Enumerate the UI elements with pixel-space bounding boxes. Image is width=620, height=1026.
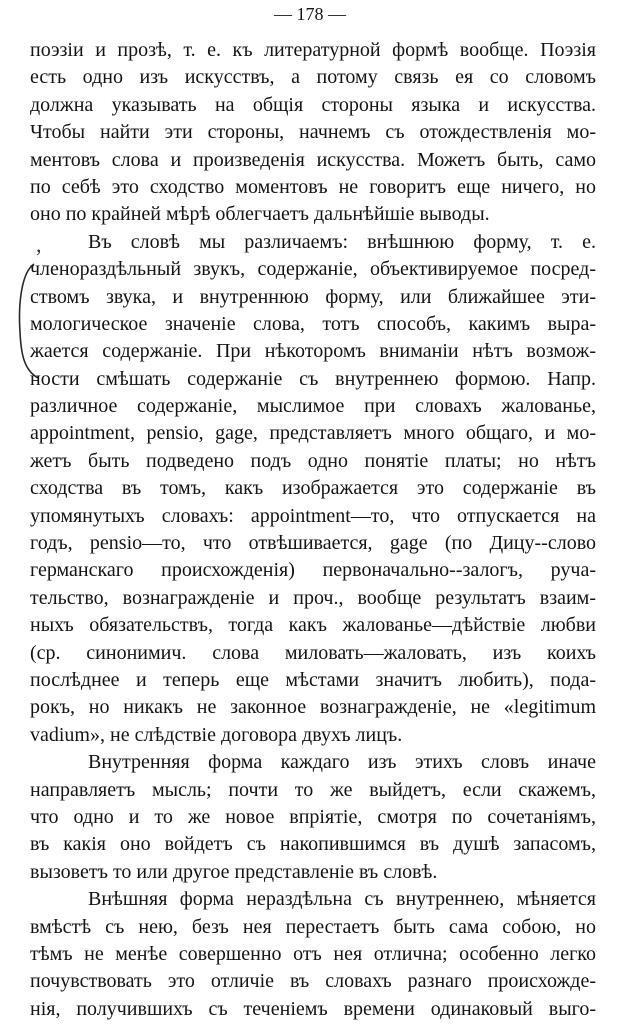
text-line: тельство, вознагражденіе и проч., вообще результатъ взаим- (30, 586, 596, 609)
text-line: оно по крайней мѣрѣ облегчаетъ дальнѣйшіе выводы. (30, 203, 490, 226)
text-line: годъ, pensio—то, что отвѣшивается, gage (по Дицу--слово (30, 532, 596, 555)
text-line: почувствовать это отличіе въ словахъ разнаго происхожде- (30, 970, 596, 993)
text-line: Внѣшняя форма нераздѣльна съ внутреннею, мѣняется (88, 888, 596, 911)
text-line: должна указывать на общія стороны языка и искусства. (30, 93, 596, 116)
text-line: vadium», не слѣдствіе договора двухъ лицъ. (30, 723, 403, 746)
text-line: (ср. синонимич. слова миловать—жаловать, изъ коихъ (30, 641, 596, 664)
text-line: жетъ быть подведено подъ одно понятіе платы; но нѣтъ (30, 449, 596, 472)
body-text (30, 37, 596, 1023)
text-line: мологическое значеніе слова, тотъ способъ, какимъ выра- (30, 312, 596, 335)
text-line: есть одно изъ искусствъ, а потому связь ея со словомъ (30, 66, 596, 89)
text-line: жается содержаніе. При нѣкоторомъ вниманіи нѣтъ возмож- (30, 340, 596, 363)
text-line: что одно и то же новое впріятіе, смотря по сочетаніямъ, (30, 805, 596, 828)
text-line: по себѣ это сходство моментовъ не говоритъ еще ничего, но (30, 175, 596, 198)
text-line: нія, получившихъ съ теченіемъ времени одинаковый выго- (30, 997, 596, 1020)
text-line: Въ словѣ мы различаемъ: внѣшнюю форму, т. е. (88, 230, 596, 253)
text-line: упомянутыхъ словахъ: appointment—то, что отпускается на (30, 504, 596, 527)
text-line: послѣднее и теперь еще мѣстами значитъ любить), пода- (30, 668, 596, 691)
margin-mark: , (36, 232, 42, 257)
text-line: различное содержаніе, мыслимое при словахъ жалованье, (30, 395, 596, 418)
page-number: — 178 — (274, 4, 346, 24)
text-line: ности смѣшать содержаніе съ внутреннею формою. Напр. (30, 367, 596, 390)
text-line: направляетъ мысль; почти то же выйдетъ, если скажемъ, (30, 778, 596, 801)
text-line: appointment, pensio, gage, представляетъ много общаго, и мо- (30, 422, 596, 445)
text-line: Внутренняя форма каждаго изъ этихъ словъ иначе (88, 751, 596, 774)
text-line: Чтобы найти эти стороны, начнемъ съ отождествленія мо- (30, 121, 596, 144)
text-line: поэзіи и прозѣ, т. е. къ литературной формѣ вообще. Поэзія (30, 39, 596, 61)
text-line: тѣмъ не менѣе совершенно отъ нея отлична; особенно легко (30, 942, 596, 965)
text-line: ствомъ звука, и внутреннюю форму, или ближайшее эти- (30, 285, 596, 308)
text-line: въ какія оно войдетъ съ накопившимся въ душѣ запасомъ, (30, 833, 596, 856)
text-line: членораздѣльный звукъ, содержаніе, объективируемое посред- (30, 258, 596, 281)
text-line: вмѣстѣ съ нею, безъ нея перестаетъ быть сама собою, но (30, 915, 596, 938)
text-line: вызоветъ то или другое представленіе въ словѣ. (30, 860, 438, 883)
text-line: ныхъ обязательствъ, тогда какъ жалованье—дѣйствіе любви (30, 614, 596, 637)
text-line: сходства въ томъ, какъ изображается это содержаніе въ (30, 477, 596, 500)
text-line: рокъ, но никакъ не законное вознагражденіе, не «legitimum (30, 696, 596, 719)
text-line: ментовъ слова и произведенія искусства. Можетъ быть, само (30, 148, 596, 171)
text-line: германскаго происхожденія) первоначально--залогъ, руча- (30, 559, 596, 582)
